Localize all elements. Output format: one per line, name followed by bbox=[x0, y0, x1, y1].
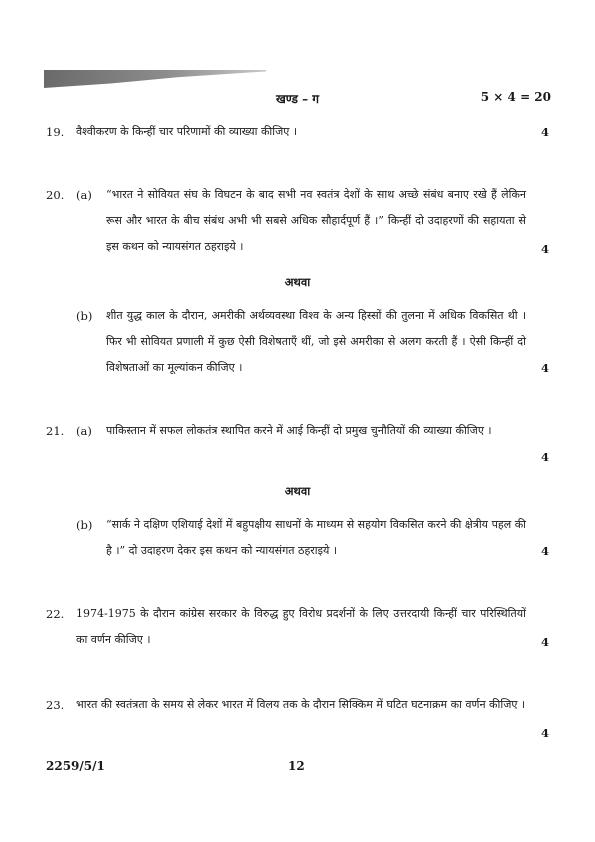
section-marks: 5 × 4 = 20 bbox=[480, 90, 551, 104]
q20-a-label: (a) bbox=[76, 188, 92, 202]
q21-a-label: (a) bbox=[76, 424, 92, 438]
q21-a-marks: 4 bbox=[541, 450, 550, 464]
q21-b-label: (b) bbox=[76, 518, 93, 532]
header-decorative-bar bbox=[44, 70, 266, 88]
q22-text: 1974-1975 के दौरान कांग्रेस सरकार के विरुद्ध हुए विरोध प्रदर्शनों के लिए उत्तरदायी किन्हीं चार परिस्थितियों का वर्णन कीजिए । bbox=[76, 607, 526, 646]
q20-b-label: (b) bbox=[76, 309, 93, 323]
q20-or: अथवा bbox=[284, 275, 311, 289]
q21-number: 21. bbox=[46, 424, 65, 438]
q19-number: 19. bbox=[46, 125, 65, 139]
q21-or: अथवा bbox=[284, 484, 311, 498]
q22-number: 22. bbox=[46, 607, 65, 621]
q23-text: भारत की स्वतंत्रता के समय से लेकर भारत में विलय तक के दौरान सिक्किम में घटित घटनाक्रम का वर्णन कीजिए । bbox=[76, 698, 526, 711]
q20-b-marks: 4 bbox=[541, 361, 550, 375]
q22-marks: 4 bbox=[541, 635, 550, 649]
q21-b-text: “सार्क ने दक्षिण एशियाई देशों में बहुपक्षीय साधनों के माध्यम से सहयोग विकसित करने की क्षेत्रीय पहल की है ।” दो उदाहरण देकर इस कथन को न्यायसंगत ठहराइये । bbox=[106, 518, 526, 557]
q23-marks: 4 bbox=[541, 726, 550, 740]
section-title: खण्ड – ग bbox=[275, 92, 320, 106]
q21-b-marks: 4 bbox=[541, 544, 550, 558]
q20-a-text: “भारत ने सोवियत संघ के विघटन के बाद सभी नव स्वतंत्र देशों के साथ अच्छे संबंध बनाए रखे हैं लेकिन रूस और भारत के बीच संबंध अभी भी सबसे अधिक सौहार्दपूर्ण हैं ।” किन्हीं दो उदाहरणों की सहायता से इस कथन को न्यायसंगत ठहराइये । bbox=[106, 188, 526, 253]
q21-a-text: पाकिस्तान में सफल लोकतंत्र स्थापित करने में आई किन्हीं दो प्रमुख चुनौतियों की व्याख्या कीजिए । bbox=[106, 424, 492, 437]
paper-code: 2259/5/1 bbox=[46, 759, 105, 773]
q20-a-marks: 4 bbox=[541, 242, 550, 256]
q19-text: वैश्वीकरण के किन्हीं चार परिणामों की व्याख्या कीजिए । bbox=[76, 125, 298, 138]
q19-marks: 4 bbox=[541, 125, 550, 139]
q23-number: 23. bbox=[46, 698, 65, 712]
page-number: 12 bbox=[288, 759, 305, 773]
q20-b-text: शीत युद्ध काल के दौरान, अमरीकी अर्थव्यवस्था विश्व के अन्य हिस्सों की तुलना में अधिक विकसित थी । फिर भी सोवियत प्रणाली में कुछ ऐसी विशेषताएँ थीं, जो इसे अमरीका से अलग करती हैं । ऐसी किन्हीं दो विशेषताओं का मूल्यांकन कीजिए । bbox=[106, 309, 526, 374]
q20-number: 20. bbox=[46, 188, 65, 202]
